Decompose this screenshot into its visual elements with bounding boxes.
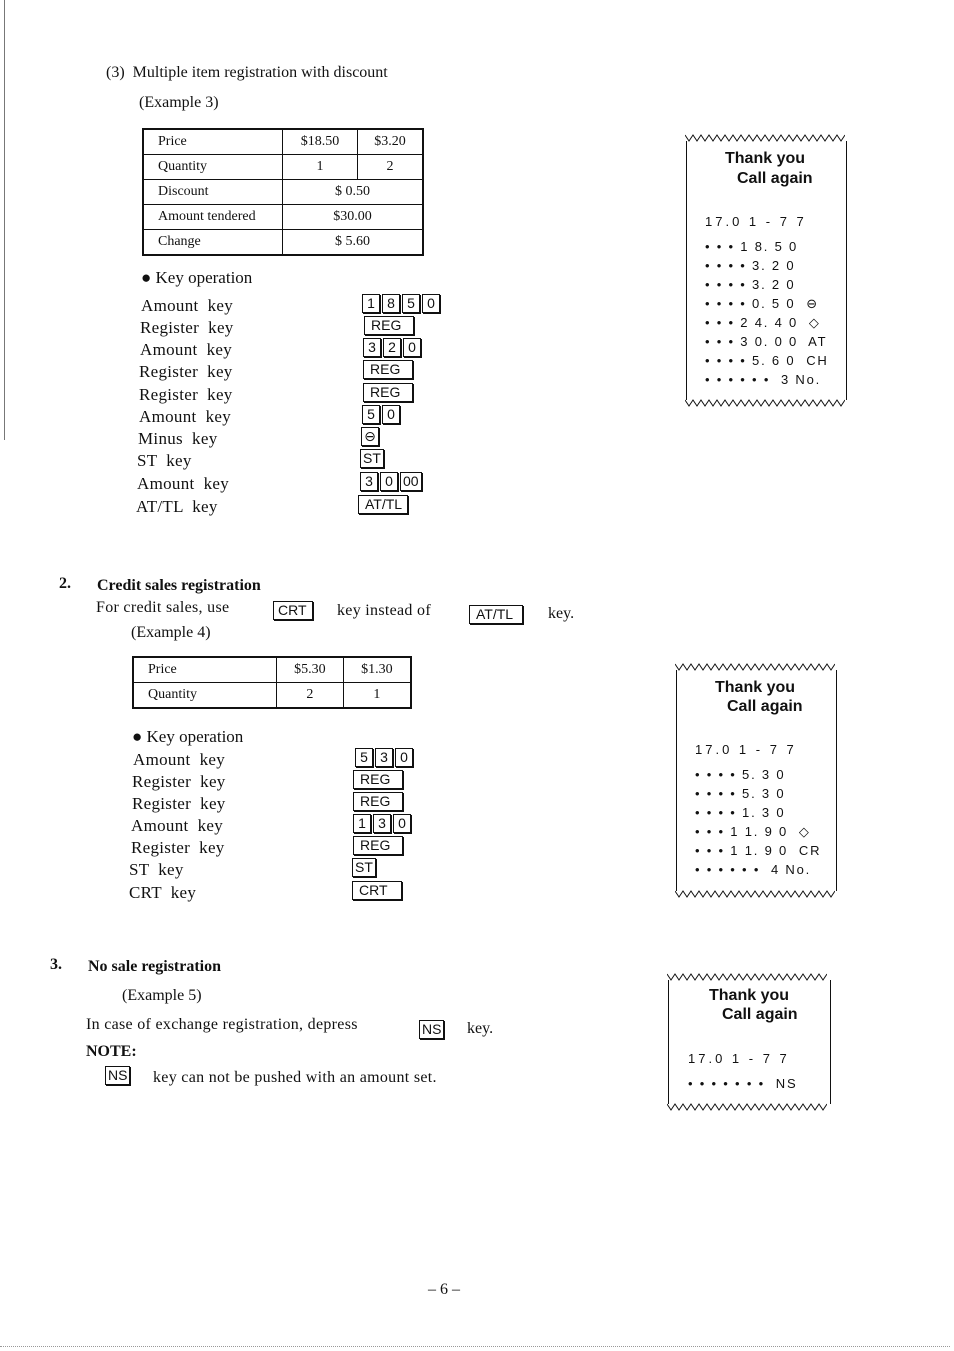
table-row (133, 683, 411, 709)
table-cell: Amount tendered (143, 205, 283, 230)
receipt-date: 17.0 1 - 7 7 (695, 742, 797, 757)
key-sequence (362, 405, 400, 424)
credit-text: For credit sales, use (96, 599, 230, 616)
key-sequence (363, 383, 413, 402)
cash-register-key: AT/TL (358, 495, 408, 514)
cash-register-key: 1 (353, 814, 371, 833)
ns-key-ref: NS (419, 1020, 444, 1039)
key-sequence (353, 836, 403, 855)
key-operation-label: CRT key (129, 883, 197, 902)
nosale-text: In case of exchange registration, depress (86, 1016, 358, 1033)
table-cell: $1.30 (343, 657, 411, 683)
cash-register-key: ST (360, 449, 384, 468)
table-cell: 2 (357, 155, 423, 180)
example-label: (Example 3) (139, 94, 219, 111)
cash-register-key: 5 (402, 294, 420, 313)
key-sequence (360, 472, 422, 491)
table-row (143, 129, 423, 155)
receipt-example4 (676, 670, 837, 891)
key-operation-heading: ● Key operation (132, 727, 244, 746)
receipt-call-again: Call again (722, 1006, 798, 1023)
cash-register-key: CRT (352, 881, 402, 900)
receipt-line: • • • • • • • NS (688, 1076, 798, 1091)
key-operation-label: Register key (132, 794, 226, 813)
key-operation-label: Amount key (139, 407, 232, 426)
key-sequence (353, 770, 403, 789)
key-sequence (364, 316, 414, 335)
cash-register-key: 8 (382, 294, 400, 313)
cash-register-key: 5 (355, 748, 373, 767)
cash-register-key: 3 (360, 472, 378, 491)
table-cell: Quantity (143, 155, 283, 180)
key-operation-label: Minus key (138, 429, 218, 448)
cash-register-key: 3 (373, 814, 391, 833)
table-cell: $5.30 (277, 657, 344, 683)
receipt-line: • • • 1 8. 5 0 (705, 239, 799, 254)
key-operation-label: ST key (129, 860, 184, 879)
table-row (143, 205, 423, 230)
receipt-line: • • • • 5. 3 0 (695, 767, 786, 782)
cash-register-key: 3 (375, 748, 393, 767)
section-number: 3. (50, 956, 62, 973)
key-operation-label: Amount key (140, 340, 233, 359)
cash-register-key: ST (352, 858, 376, 877)
example4-table (132, 656, 412, 709)
attl-key-ref: AT/TL (469, 605, 523, 624)
key-sequence (362, 294, 440, 313)
cash-register-key: 0 (403, 338, 421, 357)
cash-register-key: 3 (363, 338, 381, 357)
key-operation-label: Amount key (137, 474, 230, 493)
table-row (143, 155, 423, 180)
receipt-line: • • • 3 0. 0 0 AT (705, 334, 828, 349)
key-sequence (355, 748, 413, 767)
receipt-call-again: Call again (727, 698, 803, 715)
table-cell: $18.50 (283, 129, 358, 155)
key-sequence (358, 495, 408, 514)
table-cell: Discount (143, 180, 283, 205)
table-cell: Price (143, 129, 283, 155)
receipt-line: • • • • • • 4 No. (695, 862, 812, 877)
example-label: (Example 4) (131, 624, 211, 641)
page-number: – 6 – (428, 1281, 460, 1298)
section-number: 2. (59, 575, 71, 592)
receipt-line: • • • • 5. 3 0 (695, 786, 786, 801)
receipt-thank-you: Thank you (709, 987, 790, 1004)
key-operation-label: Register key (139, 385, 233, 404)
key-sequence (363, 338, 421, 357)
cash-register-key: 0 (395, 748, 413, 767)
credit-text: key. (548, 605, 575, 622)
cash-register-key: ⊖ (361, 427, 379, 446)
table-cell: $ 0.50 (283, 180, 424, 205)
key-sequence (353, 814, 411, 833)
credit-text: key instead of (337, 602, 431, 619)
table-row (143, 230, 423, 256)
key-sequence (353, 792, 403, 811)
cash-register-key: 0 (422, 294, 440, 313)
cash-register-key: 1 (362, 294, 380, 313)
receipt-tear-edge (675, 890, 835, 898)
receipt-example5 (668, 980, 831, 1104)
section-title: No sale registration (88, 958, 222, 975)
section-title: Credit sales registration (97, 577, 261, 594)
table-cell: $ 5.60 (283, 230, 424, 256)
table-row (143, 180, 423, 205)
key-sequence (361, 427, 379, 446)
table-cell: $3.20 (357, 129, 423, 155)
ns-key-ref: NS (105, 1066, 130, 1085)
receipt-line: • • • • 5. 6 0 CH (705, 353, 829, 368)
scan-left-edge-line (4, 0, 6, 440)
key-operation-heading: ● Key operation (141, 268, 253, 287)
key-operation-label: Amount key (133, 750, 226, 769)
note-label: NOTE: (86, 1043, 137, 1060)
receipt-tear-edge (667, 973, 827, 981)
receipt-line: • • • 1 1. 9 0 CR (695, 843, 822, 858)
receipt-date: 17.0 1 - 7 7 (688, 1051, 790, 1066)
cash-register-key: REG (353, 770, 403, 789)
receipt-line: • • • • 3. 2 0 (705, 277, 796, 292)
key-operation-label: Register key (140, 318, 234, 337)
cash-register-key: REG (353, 792, 403, 811)
cash-register-key: REG (364, 316, 414, 335)
cash-register-key: 0 (382, 405, 400, 424)
receipt-date: 17.0 1 - 7 7 (705, 214, 807, 229)
receipt-line: • • • • 3. 2 0 (705, 258, 796, 273)
receipt-line: • • • • 0. 5 0 ⊖ (705, 296, 819, 311)
key-sequence (363, 360, 413, 379)
key-operation-label: Amount key (141, 296, 234, 315)
table-cell: $30.00 (283, 205, 424, 230)
cash-register-key: 2 (383, 338, 401, 357)
receipt-line: • • • • • • 3 No. (705, 372, 822, 387)
table-cell: 1 (283, 155, 358, 180)
receipt-thank-you: Thank you (715, 679, 796, 696)
receipt-thank-you: Thank you (725, 150, 806, 167)
table-cell: Price (133, 657, 277, 683)
scan-bottom-edge-line (0, 1346, 950, 1347)
cash-register-key: REG (363, 360, 413, 379)
example3-table (142, 128, 424, 256)
cash-register-key: 0 (380, 472, 398, 491)
key-sequence (352, 858, 376, 877)
note-text: key can not be pushed with an amount set. (153, 1069, 437, 1086)
key-operation-label: Register key (132, 772, 226, 791)
receipt-tear-edge (685, 134, 845, 142)
receipt-tear-edge (667, 1103, 827, 1111)
key-operation-label: Register key (139, 362, 233, 381)
table-cell: Quantity (133, 683, 277, 709)
cash-register-key: REG (353, 836, 403, 855)
key-sequence (360, 449, 384, 468)
receipt-tear-edge (685, 399, 845, 407)
table-row (133, 657, 411, 683)
receipt-call-again: Call again (737, 170, 813, 187)
cash-register-key: REG (363, 383, 413, 402)
key-sequence (352, 881, 402, 900)
cash-register-key: 0 (393, 814, 411, 833)
key-operation-label: Amount key (131, 816, 224, 835)
receipt-line: • • • 1 1. 9 0 ◇ (695, 824, 811, 839)
nosale-text: key. (467, 1020, 494, 1037)
crt-key-ref: CRT (273, 601, 313, 620)
receipt-line: • • • • 1. 3 0 (695, 805, 786, 820)
table-cell: 1 (343, 683, 411, 709)
key-operation-label: Register key (131, 838, 225, 857)
key-operation-label: ST key (137, 451, 192, 470)
receipt-example3 (686, 141, 847, 400)
example-label: (Example 5) (122, 987, 202, 1004)
receipt-line: • • • 2 4. 4 0 ◇ (705, 315, 821, 330)
section-heading: (3) Multiple item registration with discount (106, 64, 388, 81)
cash-register-key: 5 (362, 405, 380, 424)
receipt-tear-edge (675, 663, 835, 671)
key-operation-label: AT/TL key (136, 497, 218, 516)
table-cell: Change (143, 230, 283, 256)
cash-register-key: 00 (400, 472, 422, 491)
table-cell: 2 (277, 683, 344, 709)
